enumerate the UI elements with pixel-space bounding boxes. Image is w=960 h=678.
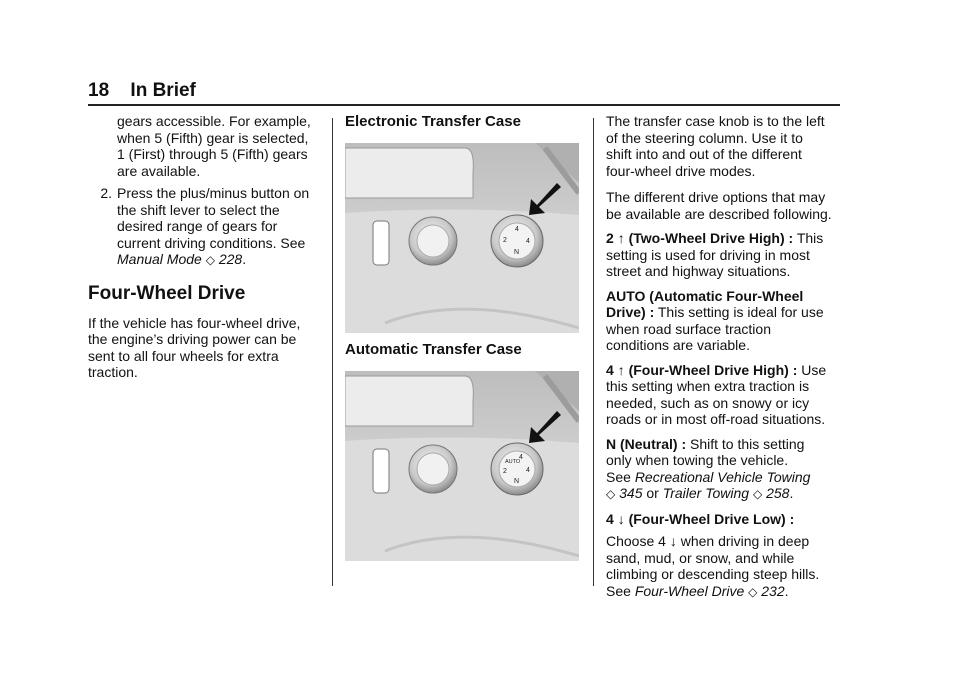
- auto-entry: [606, 288, 841, 354]
- column-2: [345, 113, 580, 569]
- figure-title: Electronic Transfer Case: [345, 113, 521, 130]
- ref-title[interactable]: Recreational Vehicle Towing: [634, 468, 811, 485]
- text-line: sand, mud, or snow, and while: [606, 549, 795, 566]
- text-line: shift into and out of the different: [606, 146, 802, 162]
- ref-title[interactable]: Manual Mode: [117, 251, 202, 267]
- mode-label: 4: [606, 510, 614, 527]
- electronic-transfer-case-photo: [345, 143, 579, 333]
- or-label: or: [646, 485, 659, 501]
- dial-label: 2: [503, 468, 507, 475]
- column-1: [88, 113, 320, 381]
- page-ref-icon: ◇: [748, 584, 758, 599]
- header-rule: [88, 104, 840, 106]
- text-line: current driving conditions. See: [117, 234, 306, 251]
- section-body: [88, 315, 320, 381]
- text-line: 1 (First) through 5 (Fifth) gears: [117, 146, 308, 162]
- electronic-transfer-case-illustration: [345, 143, 579, 333]
- mode-label: 2: [606, 230, 614, 246]
- text-line: be available are described following.: [606, 205, 832, 222]
- options-paragraph: [606, 189, 841, 222]
- dial-label: N: [514, 478, 520, 485]
- ref-title[interactable]: Four-Wheel Drive: [634, 582, 745, 599]
- column-divider: [593, 118, 594, 586]
- cross-reference[interactable]: See Four-Wheel Drive ◇ 232.: [606, 582, 789, 599]
- page-title: In Brief: [130, 80, 196, 101]
- text-line: when road surface traction: [606, 320, 771, 337]
- page-ref-icon: ◇: [606, 487, 616, 501]
- mode-desc: Choose 4: [606, 533, 666, 549]
- text-line: If the vehicle has four-wheel drive,: [88, 314, 301, 331]
- cross-reference[interactable]: Manual Mode ◇ 228.: [117, 251, 247, 267]
- text-line: desired range of gears for: [117, 218, 278, 234]
- text-line: gears accessible. For example,: [117, 113, 311, 129]
- cross-reference[interactable]: [606, 469, 841, 486]
- four-low-entry: [606, 511, 841, 601]
- down-arrow-icon: ↓: [617, 510, 625, 527]
- dial-label: N: [514, 249, 520, 256]
- dial-label: AUTO: [505, 459, 521, 465]
- up-arrow-icon: ↑: [617, 361, 625, 378]
- mode-term: (Four-Wheel Drive High) :: [628, 361, 798, 378]
- text-line: when 5 (Fifth) gear is selected,: [117, 129, 309, 146]
- text-line: needed, such as on snowy or icy: [606, 394, 810, 411]
- text-line: setting is used for driving in most: [606, 246, 810, 263]
- dial-label: 4: [526, 238, 530, 245]
- text-line: climbing or descending steep hills.: [606, 566, 820, 582]
- dial-label: 2: [503, 237, 507, 244]
- text-line: the shift lever to select the: [117, 201, 280, 218]
- dial-label: 4: [519, 454, 523, 461]
- text-line: four-wheel drive modes.: [606, 162, 756, 179]
- ref-page[interactable]: 232: [761, 582, 785, 599]
- page-number: 18: [88, 80, 110, 101]
- text-line: The transfer case knob is to the left: [606, 113, 825, 129]
- mode-term: (Four-Wheel Drive Low) :: [628, 510, 795, 527]
- ref-page[interactable]: 345: [619, 485, 643, 501]
- automatic-transfer-case-photo: [345, 371, 579, 561]
- page-header: [88, 80, 196, 102]
- text-line: conditions are variable.: [606, 337, 750, 353]
- automatic-transfer-case-illustration: [345, 371, 579, 561]
- text-line: street and highway situations.: [606, 263, 791, 279]
- text-line: traction.: [88, 364, 138, 380]
- mode-term: AUTO (Automatic Four-Wheel: [606, 287, 804, 304]
- text-line: only when towing the vehicle.: [606, 452, 789, 468]
- two-high-entry: [606, 230, 841, 280]
- down-arrow-icon: ↓: [669, 533, 677, 549]
- mode-desc: Shift to this setting: [690, 435, 805, 452]
- dial-label: 4: [515, 226, 519, 233]
- step-2: [88, 185, 320, 269]
- text-line: The different drive options that may: [606, 189, 826, 205]
- step-number: 2.: [100, 185, 112, 201]
- intro-paragraph: [606, 113, 841, 179]
- mode-desc: This: [796, 230, 824, 246]
- ref-page[interactable]: 228: [218, 251, 243, 267]
- mode-label: 4: [606, 361, 614, 378]
- mode-desc: when driving in deep: [680, 533, 810, 549]
- see-label: See: [606, 468, 631, 485]
- text-line: roads or in most off-road situations.: [606, 411, 826, 427]
- ref-page[interactable]: 258: [766, 485, 790, 501]
- continued-step-text: [88, 113, 320, 179]
- text-line: are available.: [117, 162, 201, 179]
- see-label: See: [606, 582, 631, 599]
- mode-term: Drive) :: [606, 304, 655, 320]
- four-high-entry: [606, 362, 841, 428]
- text-line: the engine’s driving power can be: [88, 331, 297, 347]
- mode-desc: Use: [801, 361, 827, 378]
- column-3: [606, 113, 841, 600]
- figure-title: Automatic Transfer Case: [345, 341, 522, 358]
- page-ref-icon: ◇: [752, 487, 763, 501]
- text-line: Press the plus/minus button on: [117, 185, 310, 201]
- mode-desc: This setting is ideal for use: [657, 304, 824, 320]
- ref-title[interactable]: Trailer Towing: [662, 485, 750, 501]
- mode-term: (Two-Wheel Drive High) :: [628, 230, 794, 246]
- column-divider: [332, 118, 333, 586]
- section-heading: Four-Wheel Drive: [88, 282, 246, 304]
- text-line: this setting when extra traction is: [606, 378, 810, 394]
- mode-term: N (Neutral) :: [606, 435, 687, 452]
- text-line: sent to all four wheels for extra: [88, 347, 279, 364]
- dial-label: 4: [526, 467, 530, 474]
- cross-reference[interactable]: ◇ 345 or Trailer Towing ◇ 258.: [606, 485, 794, 501]
- neutral-entry: [606, 436, 841, 503]
- text-line: of the steering column. Use it to: [606, 129, 803, 146]
- up-arrow-icon: ↑: [617, 230, 625, 246]
- page-ref-icon: ◇: [205, 253, 215, 267]
